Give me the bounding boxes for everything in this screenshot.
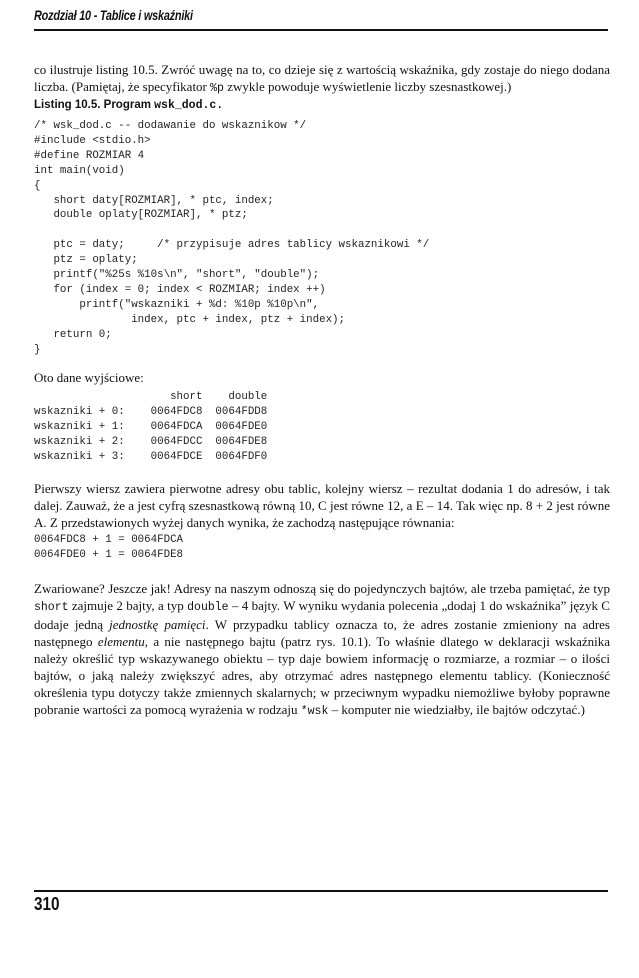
page-number: 310 [34,894,60,914]
output-intro: Oto dane wyjściowe: [34,370,144,385]
final-text-1: Zwariowane? Jeszcze jak! Adresy na naszym odnoszą się do pojedynczych bajtów, ale trzeba pamiętać, że typ [34,581,610,596]
running-header: Rozdział 10 - Tablice i wskaźniki [34,7,193,23]
final-text-5: , a nie następnego bajtu (patrz rys. 10.1). To właśnie dlatego w deklaracji wskaźnika należy określić typ wskazywanego obiektu – typ daje bowiem informację o rozmiarze, a rozmiar – o ilości bajtów, o jaką należy zwiększyć adres, aby otrzymać adres następnego elementu tablicy. (Konieczność określenia typu dotyczy także zmiennych skalarnych; w przeciwnym wypadku niemożliwe byłoby poprawne pobranie wartości za pomocą wyrażenia w rodzaju [34,634,611,717]
final-text-6: – komputer nie wiedziałby, ile bajtów odczytać.) [328,702,585,717]
final-text-4: . W przypadku tablicy oznacza to, że adres zostanie zmieniony na adres następnego [34,617,610,649]
explanation-paragraph: Pierwszy wiersz zawiera pierwotne adresy obu tablic, kolejny wiersz – rezultat dodania 1 do adresów, i tak dalej. Zauważ, że a jest cyfrą szesnastkową równą 10, C jest równe 12, a E – 14. Tak więc np. 8 + 2 jest równe A. Z przedstawionych wyżej danych wynika, że zachodzą następujące równania: [34,481,610,530]
listing-caption [34,99,223,112]
final-code-double: double [187,601,229,614]
intro-text-end: zwykle powoduje wyświetlenie liczby szesnastkowej.) [223,79,512,94]
listing-filename: wsk_dod.c. [154,99,224,112]
code-listing: /* wsk_dod.c -- dodawanie do wskaznikow */ #include <stdio.h> #define ROZMIAR 4 int main(void) { short daty[ROZMIAR], * ptc, index; double oplaty[ROZMIAR], * ptz; ptc = daty; /* przypisuje adres tablicy wskaznikowi */ ptz = oplaty; printf("%25s %10s\n", "short", "double"); for (index = 0; index < ROZMIAR; index ++) printf("wskazniki + %d: %10p %10p\n", index, ptc + index, ptz + index); return 0; } [34,120,430,356]
program-output: short double wskazniki + 0: 0064FDC8 0064FDD8 wskazniki + 1: 0064FDCA 0064FDE0 wskazniki + 2: 0064FDCC 0064FDE8 wskazniki + 3: 0064FDCE 0064FDF0 [34,391,268,463]
footer-rule [34,890,608,892]
final-text-2: zajmuje 2 bajty, a typ [68,598,188,613]
intro-code: %p [210,82,224,95]
final-code-wsk: *wsk [300,705,329,718]
final-code-short: short [34,601,69,614]
equations-block: 0064FDC8 + 1 = 0064FDCA 0064FDE0 + 1 = 0064FDE8 [34,534,184,561]
final-italic-element: elementu [97,634,145,649]
final-italic-unit: jednostkę pamięci [109,617,206,632]
final-paragraph [34,580,610,720]
final-text-3: – 4 bajty. W wyniku wydania polecenia „dodaj 1 do wskaźnika” język C dodaje jedną [34,598,610,632]
listing-label: Listing 10.5. Program [34,99,155,111]
header-rule [34,29,608,31]
intro-paragraph [34,61,610,97]
intro-text: co ilustruje listing 10.5. Zwróć uwagę na to, co dzieje się z wartością wskaźnika, gdy zostaje do niego dodana liczba. (Pamiętaj, że specyfikator [34,62,610,94]
